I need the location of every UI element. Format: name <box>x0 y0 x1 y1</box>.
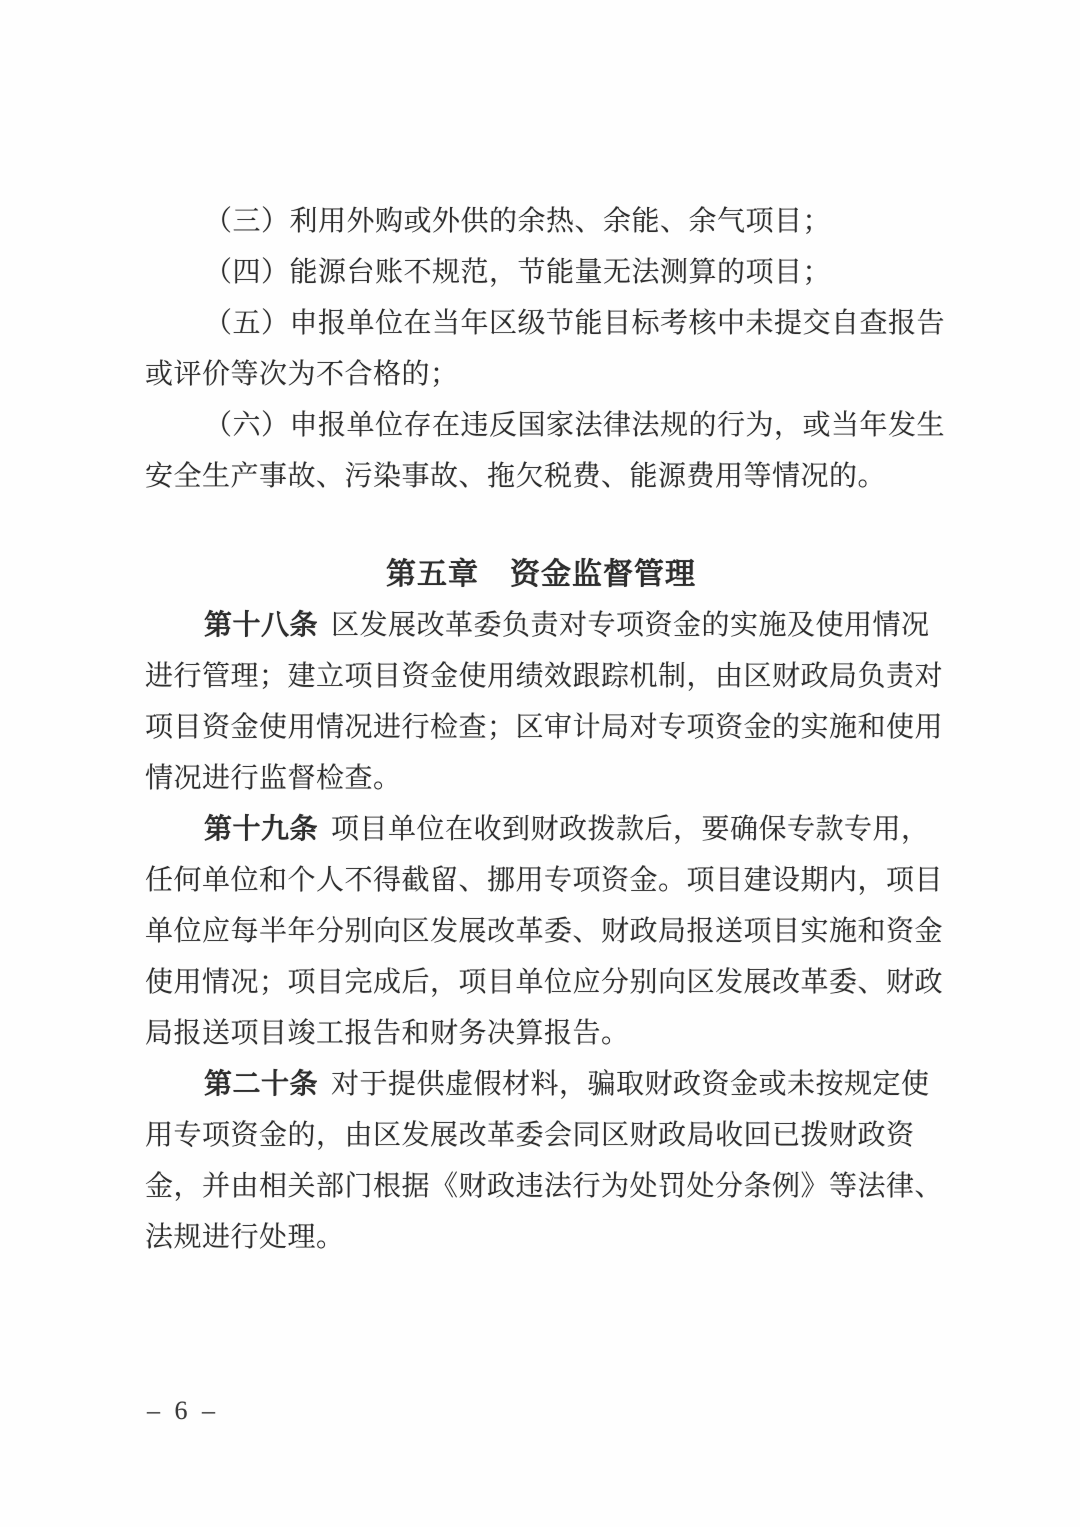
article-18-line-2-text: 进行管理；建立项目资金使用绩效跟踪机制，由区财政局负责对 <box>145 661 944 692</box>
clause-5 <box>145 298 946 349</box>
article-19-line-5-text: 局报送项目竣工报告和财务决算报告。 <box>145 1018 630 1049</box>
article-number: 第二十条 <box>204 1069 319 1100</box>
article-18-line-2 <box>145 651 944 702</box>
article-19-line-5 <box>145 1008 937 1059</box>
article-20 <box>145 1059 937 1110</box>
article-18-line-3 <box>145 702 944 753</box>
clause-5-cont <box>145 349 937 400</box>
article-19-text: 项目单位在收到财政拨款后，要确保专款专用， <box>331 814 930 845</box>
article-18-line-4-text: 情况进行监督检查。 <box>145 763 402 794</box>
article-19-line-3-text: 单位应每半年分别向区发展改革委、财政局报送项目实施和资金 <box>145 916 944 947</box>
article-20-line-2 <box>145 1110 937 1161</box>
article-18 <box>145 600 937 651</box>
clause-6-cont-text: 安全生产事故、污染事故、拖欠税费、能源费用等情况的。 <box>145 461 887 492</box>
clause-6-text: （六）申报单位存在违反国家法律法规的行为，或当年发生 <box>204 410 946 441</box>
clause-3 <box>145 196 937 247</box>
article-20-text: 对于提供虚假材料，骗取财政资金或未按规定使 <box>331 1069 930 1100</box>
page-number: – 6 – <box>147 1396 219 1425</box>
article-18-text: 区发展改革委负责对专项资金的实施及使用情况 <box>331 610 930 641</box>
article-19 <box>145 804 937 855</box>
chapter-heading <box>145 549 937 600</box>
article-20-line-3-text: 金，并由相关部门根据《财政违法行为处罚处分条例》等法律、 <box>145 1171 944 1202</box>
article-20-line-3 <box>145 1161 944 1212</box>
clause-6-cont <box>145 451 937 502</box>
clause-4-text: （四）能源台账不规范，节能量无法测算的项目； <box>204 257 832 288</box>
article-18-line-4 <box>145 753 937 804</box>
clause-5-text: （五）申报单位在当年区级节能目标考核中未提交自查报告 <box>204 308 946 339</box>
article-19-line-3 <box>145 906 944 957</box>
article-number: 第十九条 <box>204 814 319 845</box>
article-20-line-4-text: 法规进行处理。 <box>145 1222 345 1253</box>
article-19-line-4-text: 使用情况；项目完成后，项目单位应分别向区发展改革委、财政 <box>145 967 944 998</box>
chapter-heading-text: 第五章 资金监督管理 <box>386 558 696 591</box>
article-19-line-2-text: 任何单位和个人不得截留、挪用专项资金。项目建设期内，项目 <box>145 865 944 896</box>
article-20-line-4 <box>145 1212 937 1263</box>
article-18-line-3-text: 项目资金使用情况进行检查；区审计局对专项资金的实施和使用 <box>145 712 944 743</box>
clause-4 <box>145 247 937 298</box>
article-19-line-2 <box>145 855 944 906</box>
document-body <box>145 196 946 1263</box>
article-20-line-2-text: 用专项资金的，由区发展改革委会同区财政局收回已拨财政资 <box>145 1120 915 1151</box>
article-number: 第十八条 <box>204 610 319 641</box>
article-19-line-4 <box>145 957 944 1008</box>
clause-6 <box>145 400 946 451</box>
clause-5-cont-text: 或评价等次为不合格的； <box>145 359 459 390</box>
clause-3-text: （三）利用外购或外供的余热、余能、余气项目； <box>204 206 832 237</box>
